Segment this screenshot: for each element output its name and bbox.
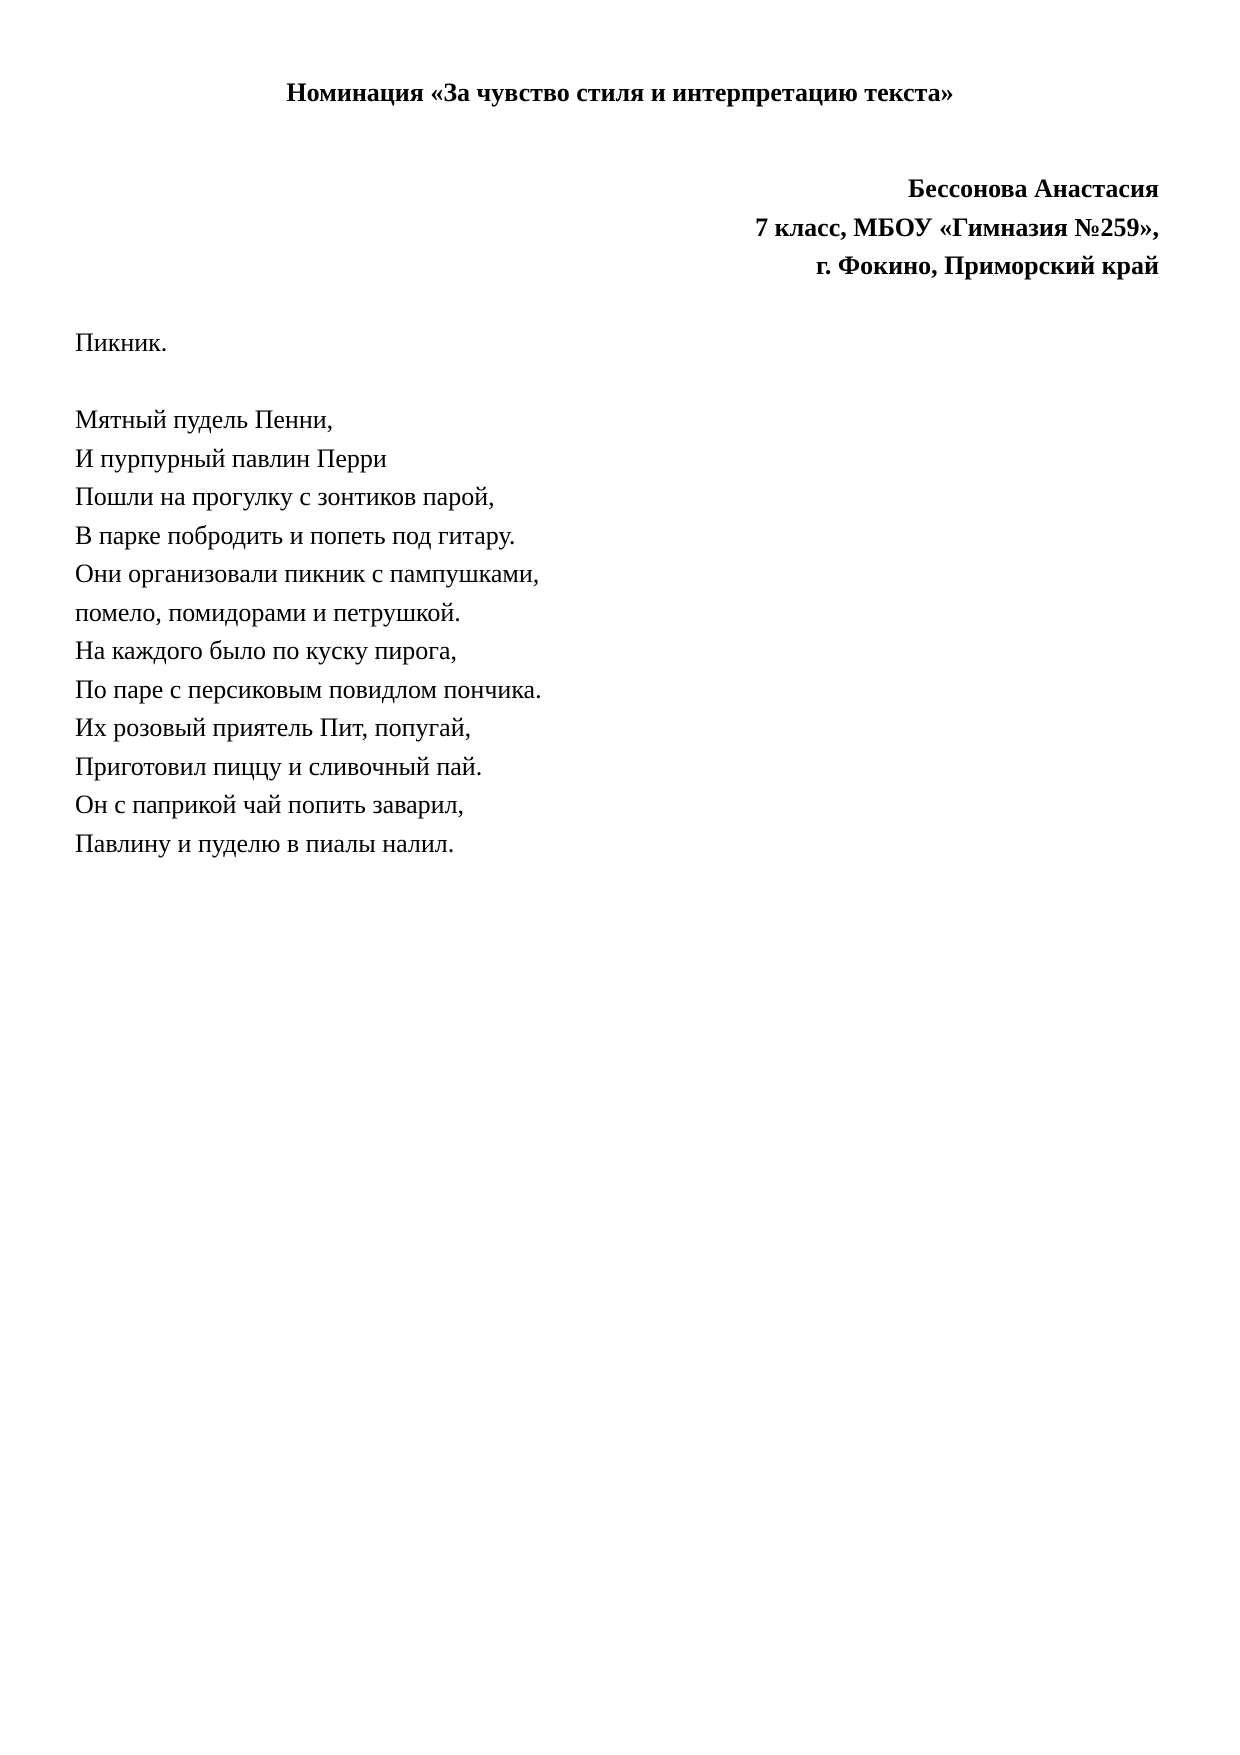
poem-line: Мятный пудель Пенни, xyxy=(75,405,334,434)
poem-line: На каждого было по куску пирога, xyxy=(75,636,457,665)
poem-line: В парке побродить и попеть под гитару. xyxy=(75,520,516,550)
poem-body xyxy=(75,401,542,863)
poem-line: Они организовали пикник с пампушками, xyxy=(75,559,540,588)
nomination-title: Номинация «За чувство стиля и интерпретацию текста» xyxy=(286,78,954,107)
author-block xyxy=(755,170,1159,286)
poem-line: помело, помидорами и петрушкой. xyxy=(75,597,461,627)
poem-line: По паре с персиковым повидлом пончика. xyxy=(75,674,542,704)
author-city: г. Фокино, Приморский край xyxy=(815,251,1159,280)
poem-title: Пикник. xyxy=(75,328,168,357)
poem-line: И пурпурный павлин Перри xyxy=(75,443,387,473)
poem-line: Их розовый приятель Пит, попугай, xyxy=(75,713,472,742)
author-name: Бессонова Анастасия xyxy=(908,174,1159,203)
author-school: 7 класс, МБОУ «Гимназия №259», xyxy=(755,212,1159,242)
poem-line: Он с паприкой чай попить заварил, xyxy=(75,790,465,819)
poem-line: Павлину и пуделю в пиалы налил. xyxy=(75,828,455,858)
poem-line: Приготовил пиццу и сливочный пай. xyxy=(75,751,483,781)
poem-line: Пошли на прогулку с зонтиков парой, xyxy=(75,482,495,511)
